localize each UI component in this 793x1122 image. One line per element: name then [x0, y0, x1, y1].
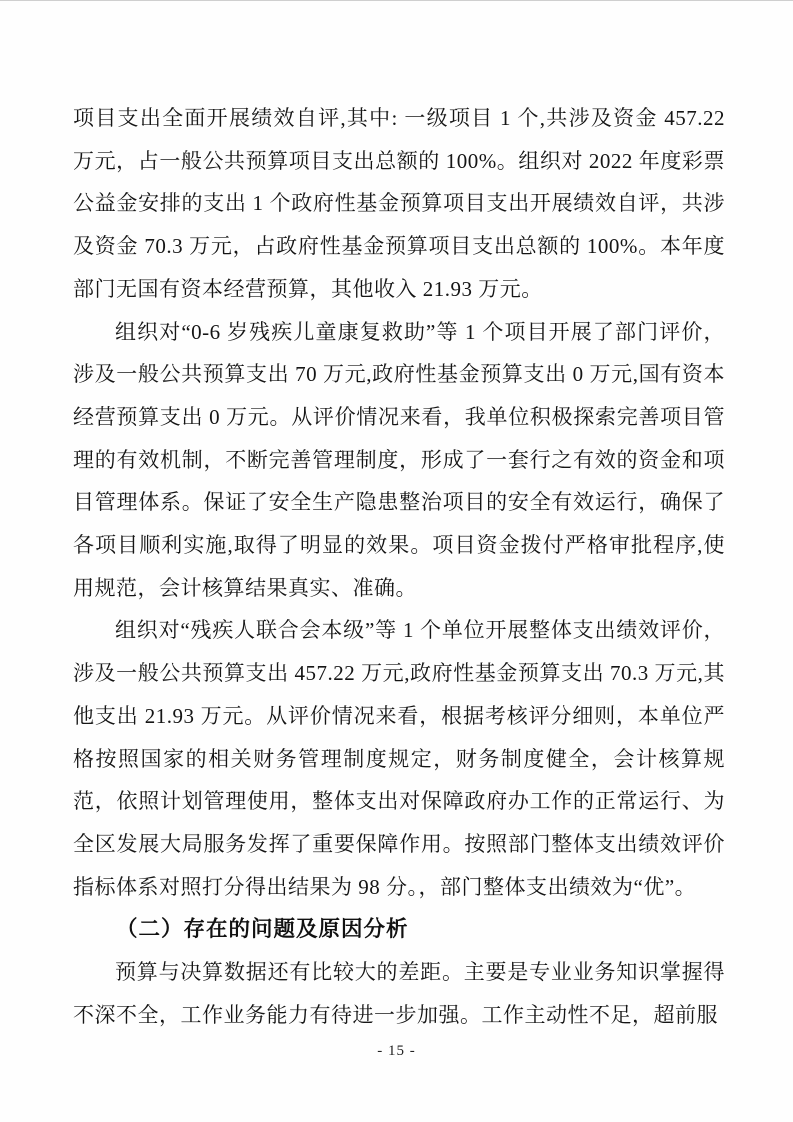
- paragraph-problems-and-causes: 预算与决算数据还有比较大的差距。主要是专业业务知识掌握得不深不全，工作业务能力有待进一步加强。工作主动性不足，超前服: [73, 960, 725, 1027]
- page-number: - 15 -: [377, 1043, 416, 1059]
- paragraph-self-evaluation-carryover: 项目支出全面开展绩效自评,其中: 一级项目 1 个,共涉及资金 457.22 万元，占一般公共预算项目支出总额的 100%。组织对 2022 年度彩票公益金安排的支出 1 个政府性基金预算项目支出开展绩效自评，共涉及资金 70.3 万元，占政府性基金预算项目支出总额的 100%。本年度部门无国有资本经营预算，其他收入 21.93 万元。: [73, 106, 725, 301]
- paragraph-overall-expenditure-evaluation: 组织对“残疾人联合会本级”等 1 个单位开展整体支出绩效评价，涉及一般公共预算支出 457.22 万元,政府性基金预算支出 70.3 万元,其他支出 21.93 万元。从评价情况来看，根据考核评分细则，本单位严格按照国家的相关财务管理制度规定，财务制度健全，会计核算规范，依照计划管理使用，整体支出对保障政府办工作的正常运行、为全区发展大局服务发挥了重要保障作用。按照部门整体支出绩效评价指标体系对照打分得出结果为 98 分。，部门整体支出绩效为“优”。: [73, 618, 725, 899]
- section-heading-problems-analysis: （二）存在的问题及原因分析: [116, 917, 409, 942]
- document-body: [73, 97, 725, 1036]
- paragraph-department-project-evaluation: 组织对“0-6 岁残疾儿童康复救助”等 1 个项目开展了部门评价，涉及一般公共预算支出 70 万元,政府性基金预算支出 0 万元,国有资本经营预算支出 0 万元。从评价情况来看，我单位积极探索完善项目管理的有效机制，不断完善管理制度，形成了一套行之有效的资金和项目管理体系。保证了安全生产隐患整治项目的安全有效运行，确保了各项目顺利实施,取得了明显的效果。项目资金拨付严格审批程序,使用规范，会计核算结果真实、准确。: [73, 319, 725, 600]
